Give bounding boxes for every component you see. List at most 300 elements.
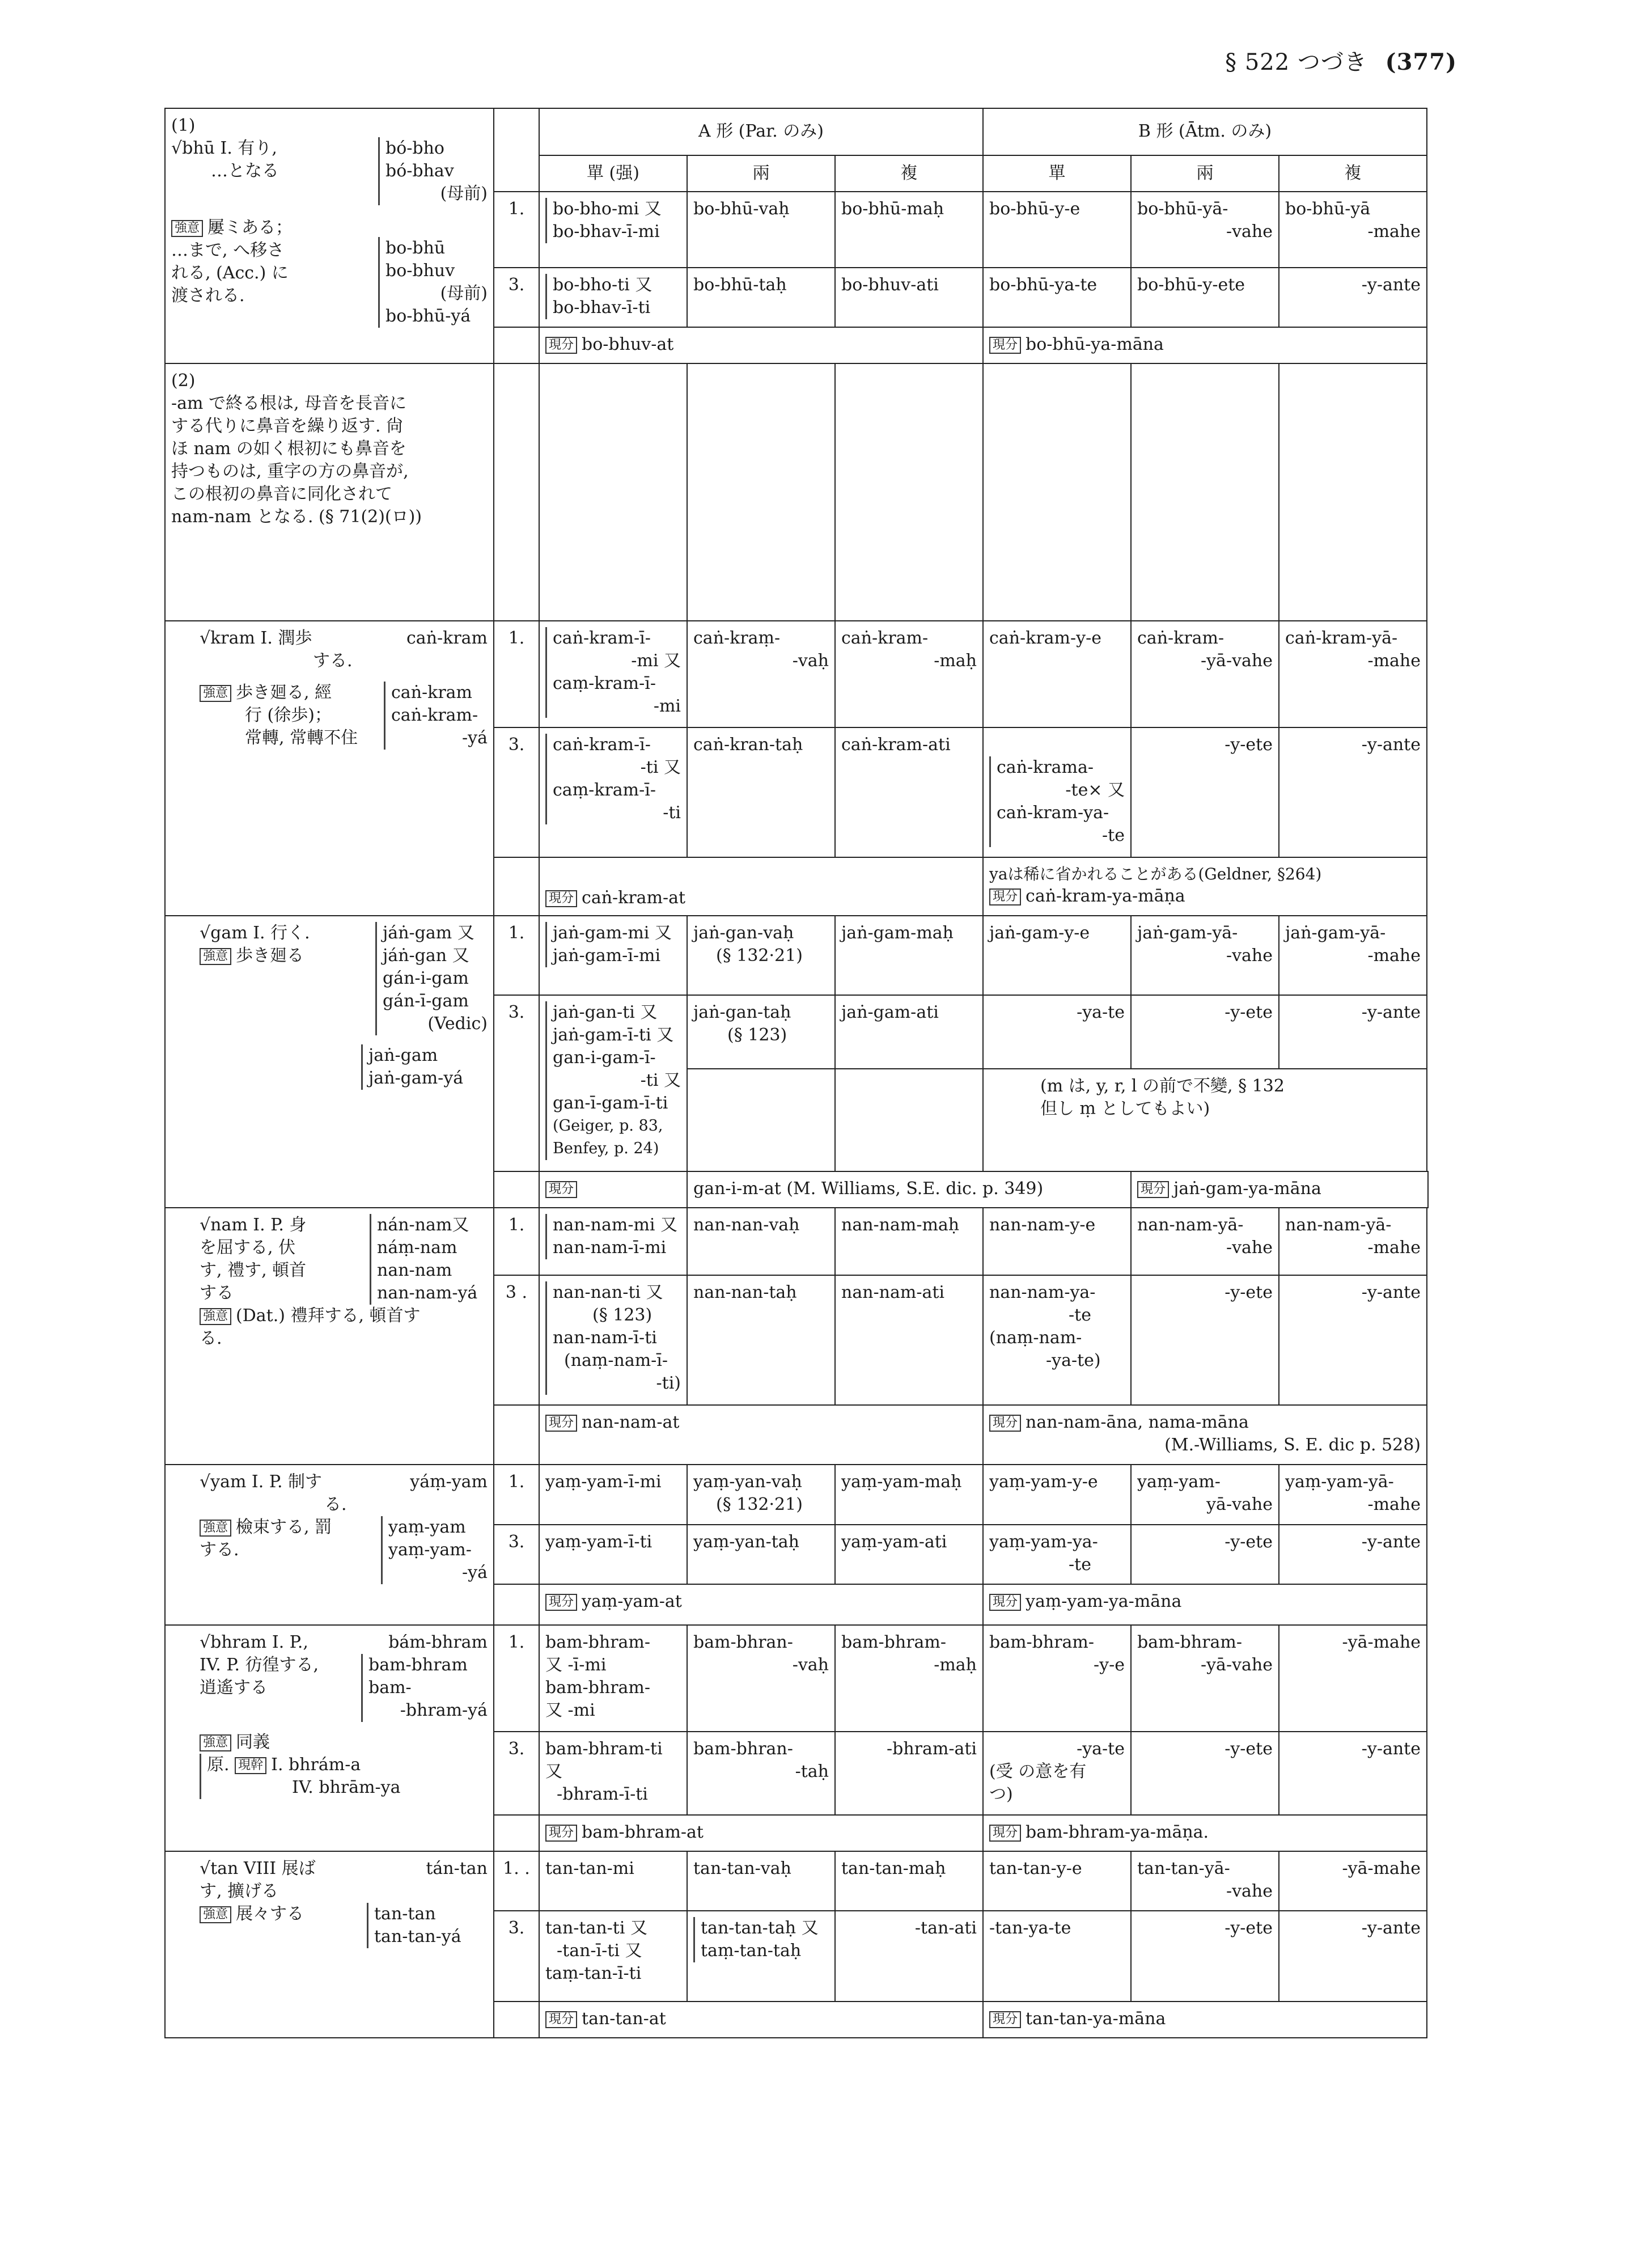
root-cell-bhu	[165, 108, 494, 363]
form-cell: -y-ante	[1279, 268, 1427, 327]
form-cell	[539, 1732, 687, 1815]
root-cell-bhram	[165, 1625, 494, 1851]
note-line: する代りに鼻音を繰り返す. 尙	[171, 416, 404, 436]
form-cell	[539, 1911, 687, 2002]
stem-note: (母前)	[440, 284, 488, 303]
col-dual: 兩	[687, 155, 835, 192]
form-cell	[687, 916, 835, 995]
form-cell	[687, 1732, 835, 1815]
text-value: yaṃ-yam-ya-māna	[1026, 1591, 1182, 1611]
form-cell: -yā-mahe	[1279, 1625, 1427, 1732]
text-value: tan-tan-taḥ 又	[701, 1918, 819, 1938]
text-value: -ti)	[656, 1373, 681, 1393]
participle-b	[983, 1405, 1427, 1465]
root-label-cont: する.	[313, 651, 353, 671]
text-value: yaṃ-yan-vaḥ	[693, 1472, 802, 1492]
note-line: nam-nam となる. (§ 71(2)(ロ))	[171, 506, 422, 527]
form-cell	[539, 268, 687, 327]
text-value: jaṅ-gam-yā-	[1137, 923, 1238, 943]
text-value: (M.-Williams, S. E. dic p. 528)	[1164, 1435, 1421, 1455]
text-value: (受 の意を有	[989, 1761, 1087, 1782]
text-value: (Dat.) 禮拜する, 頓首す	[236, 1306, 421, 1326]
text-value: taṃ-tan-taḥ	[701, 1940, 802, 1961]
text-value: (Vedic)	[427, 1014, 488, 1034]
text-value: (naṃ-nam-	[989, 1327, 1082, 1348]
col-singular-b: 單	[983, 155, 1131, 192]
text-value: bam-bhram-ya-māṇa.	[1026, 1822, 1209, 1842]
form-cell: -y-ete	[1131, 1732, 1279, 1815]
participle-b	[983, 2002, 1427, 2038]
stem-note: (母前)	[440, 184, 488, 204]
text-value: jaṅ-gan-vaḥ	[693, 923, 794, 943]
form-cell	[1131, 1465, 1279, 1524]
form-cell	[1131, 1625, 1279, 1732]
text-value: 但し ṃ としてもよい)	[1040, 1098, 1210, 1119]
form-cell	[539, 192, 687, 268]
stem-group	[370, 1214, 488, 1305]
text-value: -vahe	[1226, 221, 1273, 242]
text-value: -yā-vahe	[1200, 1655, 1273, 1675]
text-value: bo-bhū-ya-māna	[1026, 334, 1164, 354]
text-value: caṅ-kram-ī-	[553, 628, 651, 649]
text-value: jaṅ-gam-yā-	[1285, 923, 1386, 943]
section-label: § 522 つづき	[1225, 49, 1367, 75]
root-label-cont: …となる	[211, 161, 279, 181]
meaning: 渡される.	[171, 286, 245, 306]
text-value: I. bhrám-a	[271, 1755, 361, 1775]
form-cell	[983, 727, 1131, 857]
form-cell: -y-ete	[1131, 995, 1279, 1069]
form-cell: nan-nam-y-e	[983, 1208, 1131, 1275]
form-cell: tan-tan-y-e	[983, 1851, 1131, 1911]
participle-a	[539, 1405, 983, 1465]
text-value: jaṅ-gan-taḥ	[693, 1002, 791, 1022]
text-value: bam-bhram-	[841, 1632, 947, 1653]
text-value: -te	[1102, 825, 1125, 845]
form-cell: yaṃ-yam-maḥ	[835, 1465, 983, 1524]
text-value: する	[200, 1283, 234, 1304]
text-value: -maḥ	[934, 1655, 977, 1675]
conjugation-table	[164, 108, 1429, 2038]
text-value: jaṅ-gam-mi 又	[553, 923, 672, 943]
meaning: 行 (徐歩)；	[245, 705, 332, 726]
text-value: jaṅ-gan-ti 又	[553, 1002, 658, 1022]
form-cell	[539, 1208, 687, 1275]
text-value: yaṃ-yam-ya-	[989, 1531, 1098, 1552]
text-value: nan-nam-yā-	[1285, 1215, 1392, 1235]
text-value: yaṃ-yam-at	[582, 1591, 682, 1611]
text-value: 強意	[200, 1520, 231, 1537]
text-value: IV. bhrām-ya	[292, 1778, 401, 1798]
stem: bó-bho	[385, 138, 444, 158]
text-value: bam-bhram-	[989, 1632, 1095, 1653]
text-value: 強意	[200, 1308, 231, 1325]
text-value: -mahe	[1367, 1495, 1421, 1515]
text-value: す, 擴げる	[200, 1881, 279, 1901]
note-row	[165, 363, 1428, 621]
form-cell	[983, 1525, 1131, 1584]
text-value: tan-tan-ti 又	[545, 1918, 647, 1938]
form-cell: yaṃ-yam-ī-ti	[539, 1525, 687, 1584]
text-value: jáṅ-gam 又	[383, 923, 474, 943]
stem-group	[361, 1044, 473, 1090]
ppart-badge: 現分	[545, 337, 577, 354]
root-cell-nam	[165, 1208, 494, 1465]
text-value: bo-bhav-ī-ti	[553, 297, 651, 318]
person-number: 3.	[494, 995, 539, 1172]
form-cell: yaṃ-yam-y-e	[983, 1465, 1131, 1524]
text-value: √bhram I. P.,	[200, 1632, 308, 1653]
form-cell	[983, 1732, 1131, 1815]
person-number: 1.	[494, 1625, 539, 1732]
person-header-blank	[494, 108, 539, 192]
cf-group	[200, 1754, 488, 1799]
form-cell	[1131, 916, 1279, 995]
person-number: 1.	[494, 621, 539, 727]
person-number: 3.	[494, 1732, 539, 1815]
text-value: 檢束する, 罰	[236, 1517, 332, 1538]
stem-group	[381, 1516, 488, 1584]
form-cell	[1131, 621, 1279, 727]
text-value: bam-bhram-	[545, 1632, 651, 1653]
form-cell	[539, 621, 687, 727]
form-note: yaは稀に省かれることがある(Geldner, §264)	[989, 865, 1322, 884]
root-label: √bhū I. 有り,	[171, 138, 277, 158]
text-value: yaṃ-yam-	[388, 1540, 472, 1560]
text-value: 又 -mi	[545, 1700, 595, 1721]
stem: yáṃ-yam	[410, 1472, 488, 1492]
text-value: tan-tan-at	[582, 2008, 666, 2029]
form-cell	[1279, 1208, 1427, 1275]
participle-b	[983, 1815, 1427, 1851]
text-value: nan-nam-ī-ti	[553, 1327, 657, 1348]
text-value: bo-bho-mi 又	[553, 198, 662, 219]
form-cell: nan-nan-vaḥ	[687, 1208, 835, 1275]
person-number: 1.	[494, 1465, 539, 1524]
form-cell: tan-tan-vaḥ	[687, 1851, 835, 1911]
form-cell	[539, 916, 687, 995]
form-cell: bo-bhū-maḥ	[835, 192, 983, 268]
root-cell-tan	[165, 1851, 494, 2038]
b-form-header: B 形 (Ātm. のみ)	[983, 108, 1427, 155]
text-value: jáṅ-gan 又	[383, 946, 469, 966]
form-cell	[539, 1625, 687, 1732]
form-cell: bo-bhū-vaḥ	[687, 192, 835, 268]
person-number: 3.	[494, 1911, 539, 2002]
text-value: caṅ-kram-yā-	[1285, 628, 1398, 649]
text-value: bam-bhram-	[545, 1678, 651, 1698]
conjugation-table-wrapper	[164, 108, 1429, 2038]
form-cell	[1279, 1465, 1427, 1524]
form-cell	[983, 1625, 1131, 1732]
person-number: 3.	[494, 727, 539, 857]
col-dual-b: 兩	[1131, 155, 1279, 192]
text-value: tan-tan	[374, 1903, 436, 1924]
form-cell	[687, 1625, 835, 1732]
text-value: jaṅ-gam-yá	[368, 1068, 464, 1089]
text-value: (§ 123)	[727, 1025, 787, 1045]
text-value: caṃ-kram-ī-	[553, 674, 656, 694]
form-cell: yaṃ-yan-taḥ	[687, 1525, 835, 1584]
form-cell	[983, 1275, 1131, 1405]
text-value: -ya-te)	[1046, 1350, 1101, 1370]
root-label: √gam I. 行く.	[200, 923, 310, 943]
note-cell	[165, 363, 494, 621]
note-line: 持つものは, 重字の方の鼻音が,	[171, 461, 409, 481]
text-value: nan-nam-yā-	[1137, 1215, 1244, 1235]
text-value: (m は, y, r, l の前で不變, § 132	[1040, 1076, 1285, 1096]
text-value: する.	[200, 1540, 239, 1560]
form-cell: -y-ete	[1131, 1525, 1279, 1584]
form-cell: -y-ete	[1131, 1911, 1279, 2002]
text-value: 原.	[207, 1755, 230, 1775]
form-cell: caṅ-kram-ati	[835, 727, 983, 857]
text-value: √tan VIII 展ば	[200, 1858, 316, 1878]
form-cell: bo-bhū-y-ete	[1131, 268, 1279, 327]
meaning: 屢ミある；	[207, 218, 293, 238]
form-cell: caṅ-kran-taḥ	[687, 727, 835, 857]
text-value: jaṅ-gam	[368, 1046, 438, 1066]
person-number: 1.	[494, 192, 539, 268]
form-cell: -bhram-ati	[835, 1732, 983, 1815]
form-cell: -y-ante	[1279, 1525, 1427, 1584]
header-row	[165, 108, 1428, 155]
text-value: (§ 132·21)	[716, 1495, 803, 1515]
tan-person1-row	[165, 1851, 1428, 1911]
text-value: nan-nan-ti 又	[553, 1282, 663, 1302]
form-cell	[1279, 192, 1427, 268]
text-value: bo-bho-ti 又	[553, 274, 652, 295]
a-form-header: A 形 (Par. のみ)	[539, 108, 983, 155]
text-value: 現分	[545, 1594, 577, 1611]
text-value: 又	[545, 1761, 562, 1782]
person-number: 1.	[494, 916, 539, 995]
form-cell	[835, 1625, 983, 1732]
text-value: gan-i-gam-ī-	[553, 1047, 656, 1068]
form-cell: -tan-ati	[835, 1911, 983, 2002]
text-value: nan-nam-at	[582, 1412, 680, 1433]
text-value: yā-vahe	[1206, 1495, 1273, 1515]
form-cell: caṅ-kram-y-e	[983, 621, 1131, 727]
text-value: -tan-ī-ti 又	[557, 1940, 642, 1961]
text-value: (§ 132·21)	[716, 946, 803, 966]
text-value: caṅ-kram-ya-māṇa	[1026, 886, 1185, 907]
text-value: caṅ-kram-ī-	[553, 734, 651, 755]
stem-group	[361, 1654, 488, 1722]
text-value: -mahe	[1367, 946, 1421, 966]
text-value: caṃ-kram-ī-	[553, 780, 656, 800]
text-value: 同義	[236, 1732, 270, 1753]
text-value: caṅ-kram-	[841, 628, 929, 649]
form-cell	[687, 995, 835, 1069]
text-value: bam-	[368, 1678, 412, 1698]
text-value: 展々する	[236, 1903, 304, 1924]
text-value: -te× 又	[1065, 780, 1125, 800]
text-value: caṅ-krama-	[997, 757, 1094, 777]
form-cell: nan-nan-taḥ	[687, 1275, 835, 1405]
text-value: jaṅ-gam-ī-ti 又	[553, 1025, 674, 1045]
text-value: 強意	[200, 1906, 231, 1923]
text-value: る.	[200, 1328, 222, 1349]
text-value: bam-bhran-	[693, 1632, 793, 1653]
text-value: す, 禮す, 頓首	[200, 1260, 307, 1281]
participle-a	[539, 1815, 983, 1851]
text-value: -yá	[462, 728, 488, 748]
page-header	[1225, 44, 1457, 77]
text-value: -vahe	[1226, 946, 1273, 966]
text-value: 現分	[989, 1594, 1021, 1611]
form-cell: -ya-te	[983, 995, 1131, 1069]
nam-person1-row	[165, 1208, 1428, 1275]
form-cell: bo-bhū-taḥ	[687, 268, 835, 327]
text-value: bam-bhran-	[693, 1738, 793, 1759]
text-value: taṃ-tan-ī-ti	[545, 1963, 642, 1983]
form-cell: nan-nam-maḥ	[835, 1208, 983, 1275]
note-line: この根初の鼻音に同化されて	[171, 484, 392, 504]
text-value: -vahe	[1226, 1238, 1273, 1258]
text-value: bam-bhram-at	[582, 1822, 704, 1842]
participle-b	[983, 327, 1427, 363]
yam-person1-row	[165, 1465, 1428, 1524]
form-cell: nan-nam-ati	[835, 1275, 983, 1405]
text-value: -ti	[663, 802, 681, 823]
text-value: -mi 又	[631, 651, 681, 671]
stem: bó-bhav	[385, 161, 454, 181]
text-value: -vahe	[1226, 1881, 1273, 1901]
form-cell: yaṃ-yam-ī-mi	[539, 1465, 687, 1524]
text-value: nan-nam-yá	[377, 1283, 478, 1304]
form-cell: -tan-ya-te	[983, 1911, 1131, 2002]
stem-group	[378, 137, 488, 205]
text-value: 現分	[989, 2011, 1021, 2028]
text-value: bo-bhū-yā-	[1137, 198, 1228, 219]
text-value: -mahe	[1367, 1238, 1421, 1258]
form-cell	[1279, 621, 1427, 727]
text-value: 現分	[1137, 1181, 1169, 1198]
form-cell: -y-ete	[1131, 1275, 1279, 1405]
form-cell	[687, 621, 835, 727]
text-value: 現分	[545, 2011, 577, 2028]
form-cell	[1131, 192, 1279, 268]
text-value: nan-nam	[377, 1260, 452, 1281]
text-value: nán-nam又	[377, 1215, 469, 1235]
stem: bo-bhū-yá	[385, 306, 471, 326]
text-value: IV. P. 彷徨する,	[200, 1655, 319, 1675]
stem: tán-tan	[426, 1858, 488, 1878]
text-value: gán-ī-gam	[383, 991, 469, 1012]
text-value: を屈する, 伏	[200, 1238, 296, 1258]
intensive-badge: 強意	[200, 948, 231, 965]
text-value: bam-bhram-	[1137, 1632, 1243, 1653]
gam-person1-row	[165, 916, 1428, 995]
text-value: 現分	[545, 1181, 577, 1198]
text-value: caṅ-kram-	[1137, 628, 1224, 649]
note-line: -am で終る根は, 母音を長音に	[171, 393, 407, 413]
text-value: bo-bhuv-at	[582, 334, 674, 354]
root-cell-gam	[165, 916, 494, 1208]
text-value: (§ 123)	[592, 1305, 652, 1325]
text-value: nan-nam-mi 又	[553, 1215, 678, 1235]
text-value: -bhram-yá	[400, 1700, 488, 1721]
person-number: 3 .	[494, 1275, 539, 1405]
text-value: -mi	[653, 696, 681, 717]
col-plural-b: 複	[1279, 155, 1427, 192]
meaning: 常轉, 常轉不住	[245, 728, 358, 748]
text-value: bo-bhū-yā	[1285, 198, 1371, 219]
stem-group	[378, 237, 488, 328]
text-value: jaṅ-gam-ya-māna	[1173, 1179, 1321, 1199]
text-value: 現分	[989, 1415, 1021, 1432]
text-value: yaṃ-yam-	[1137, 1472, 1221, 1492]
form-cell	[1279, 916, 1427, 995]
text-value: yaṃ-yam	[388, 1517, 466, 1538]
text-value: yaṃ-yam-yā-	[1285, 1472, 1394, 1492]
text-value: -mahe	[1367, 651, 1421, 671]
participle-badge-cell	[539, 1171, 687, 1208]
kram-person1-row	[165, 621, 1428, 727]
text-value: caṅ-kram	[391, 683, 472, 703]
text-value: -ti 又	[640, 1070, 681, 1090]
text-value: caṅ-kraṃ-	[693, 628, 781, 649]
person-number: 3.	[494, 268, 539, 327]
stem: caṅ-kram	[406, 628, 488, 649]
stem-group	[375, 922, 488, 1035]
text-value: 現分	[989, 1825, 1021, 1842]
text-value: -taḥ	[795, 1761, 829, 1782]
col-plural: 複	[835, 155, 983, 192]
form-cell: tan-tan-mi	[539, 1851, 687, 1911]
text-value: tan-tan-ya-māna	[1026, 2008, 1166, 2029]
text-value: -vaḥ	[792, 651, 829, 671]
text-value: -te	[1069, 1305, 1091, 1325]
form-cell	[1131, 1851, 1279, 1911]
meaning: 歩き廻る, 經	[236, 683, 332, 703]
text-value: る.	[324, 1495, 347, 1515]
form-cell: -yā-mahe	[1279, 1851, 1427, 1911]
text-value: caṅ-kram-	[391, 705, 478, 726]
text-value: 現分	[545, 1415, 577, 1432]
text-value: nan-nam-āna, nama-māna	[1026, 1412, 1249, 1433]
entry-number: (1)	[171, 116, 196, 136]
text-value: nan-nam-ī-mi	[553, 1238, 667, 1258]
intensive-badge: 強意	[200, 685, 231, 702]
form-cell: -y-ante	[1279, 1911, 1427, 2002]
participle-b	[1131, 1171, 1428, 1208]
text-value: -maḥ	[934, 651, 977, 671]
text-value: -te	[1069, 1554, 1091, 1575]
col-singular: 單 (强)	[539, 155, 687, 192]
meaning: 歩き廻る	[236, 946, 304, 966]
intensive-badge: 強意	[171, 220, 203, 237]
text-value: (Geiger, p. 83,	[553, 1116, 663, 1135]
form-cell	[835, 621, 983, 727]
text-value: 逍遙する	[200, 1678, 268, 1698]
root-cell-kram	[165, 621, 494, 916]
participle-a: gan-i-m-at (M. Williams, S.E. dic. p. 349)	[687, 1171, 1131, 1208]
text-value: Benfey, p. 24)	[553, 1139, 659, 1157]
meaning: …まで, へ移さ	[171, 240, 285, 260]
stem-group	[367, 1903, 488, 1948]
form-cell: jaṅ-gam-y-e	[983, 916, 1131, 995]
text-value: (naṃ-nam-ī-	[564, 1350, 668, 1370]
text-value: √nam I. P. 身	[200, 1215, 307, 1235]
text-value: caṅ-kram-ya-	[997, 802, 1109, 823]
form-cell: -y-ante	[1279, 727, 1427, 857]
participle-a	[539, 327, 983, 363]
text-value: tan-tan-yá	[374, 1926, 461, 1947]
text-value: -bhram-ī-ti	[557, 1784, 648, 1804]
text-value: 現分	[545, 890, 577, 907]
